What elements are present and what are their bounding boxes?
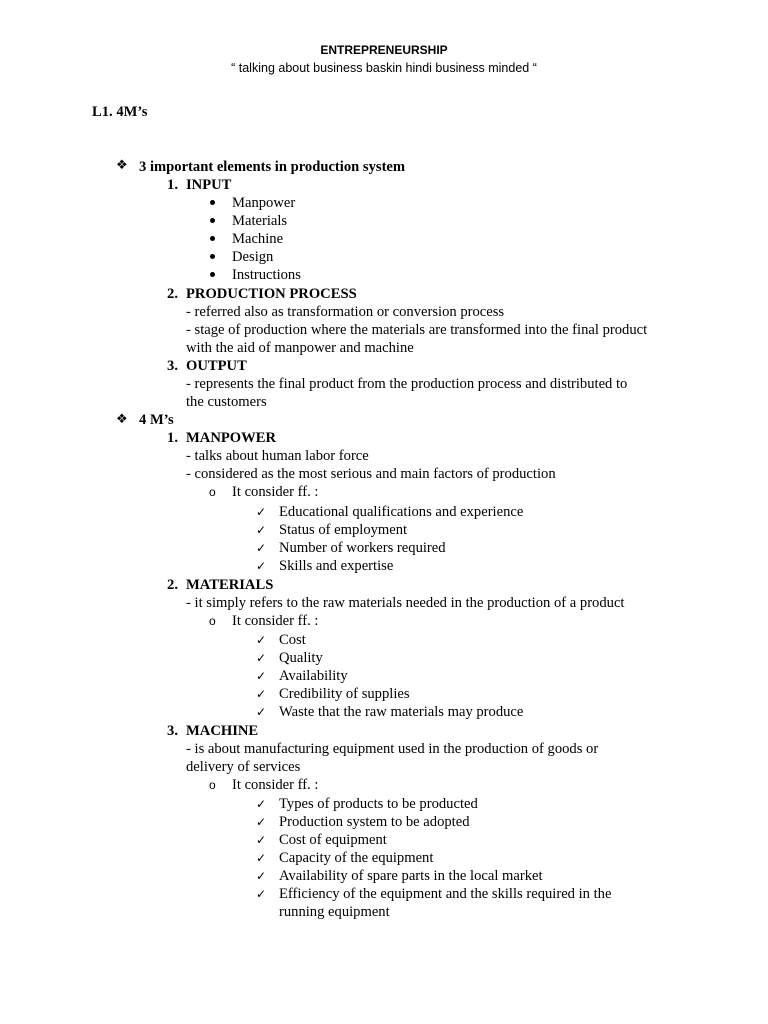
section-heading-production-system: 3 important elements in production system (139, 159, 406, 175)
document-title: ENTREPRENEURSHIP (320, 43, 448, 57)
circle-bullet-icon: o (209, 778, 216, 792)
circle-bullet-icon: o (209, 485, 216, 499)
checkmark-icon: ✓ (256, 523, 267, 537)
manpower-heading: MANPOWER (186, 430, 276, 446)
check-item: Waste that the raw materials may produce (279, 704, 524, 720)
checkmark-icon: ✓ (256, 505, 267, 519)
checkmark-icon: ✓ (256, 559, 267, 573)
check-item: Credibility of supplies (279, 686, 410, 702)
bullet-icon (210, 272, 215, 277)
check-item: Availability (279, 668, 348, 684)
list-item: Design (232, 249, 274, 265)
paragraph-line: - talks about human labor force (186, 448, 369, 464)
list-number: 1. (167, 177, 178, 193)
check-item: Cost of equipment (279, 832, 387, 848)
check-item: Production system to be adopted (279, 814, 470, 830)
checkmark-icon: ✓ (256, 687, 267, 701)
diamond-bullet-icon: ❖ (116, 412, 128, 427)
lesson-heading: L1. 4M’s (92, 104, 148, 120)
output-heading: OUTPUT (186, 358, 247, 374)
check-item: Status of employment (279, 522, 408, 538)
machine-heading: MACHINE (186, 723, 259, 739)
list-item: Manpower (232, 195, 296, 211)
sub-item: It consider ff. : (232, 777, 319, 793)
checkmark-icon: ✓ (256, 705, 267, 719)
paragraph-line: - considered as the most serious and main factors of production (186, 466, 556, 482)
check-item: Educational qualifications and experience (279, 504, 524, 520)
checkmark-icon: ✓ (256, 797, 267, 811)
materials-heading: MATERIALS (186, 577, 274, 593)
list-number: 3. (167, 723, 178, 739)
paragraph-line: - stage of production where the materials are transformed into the final product (186, 322, 648, 338)
list-item: Materials (232, 213, 288, 229)
list-item: Machine (232, 231, 284, 247)
check-item-continuation: running equipment (279, 904, 390, 920)
section-heading-4ms: 4 M’s (139, 412, 174, 428)
sub-item: It consider ff. : (232, 613, 319, 629)
paragraph-line: delivery of services (186, 759, 301, 775)
check-item: Types of products to be producted (279, 796, 478, 812)
input-heading: INPUT (186, 177, 232, 193)
checkmark-icon: ✓ (256, 869, 267, 883)
checkmark-icon: ✓ (256, 633, 267, 647)
check-item: Number of workers required (279, 540, 446, 556)
checkmark-icon: ✓ (256, 669, 267, 683)
sub-item: It consider ff. : (232, 484, 319, 500)
list-item: Instructions (232, 267, 301, 283)
paragraph-line: - referred also as transformation or conversion process (186, 304, 505, 320)
checkmark-icon: ✓ (256, 815, 267, 829)
check-item: Capacity of the equipment (279, 850, 434, 866)
checkmark-icon: ✓ (256, 833, 267, 847)
list-number: 2. (167, 577, 178, 593)
check-item: Skills and expertise (279, 558, 394, 574)
check-item: Cost (279, 632, 306, 648)
bullet-icon (210, 254, 215, 259)
paragraph-line: - it simply refers to the raw materials needed in the production of a product (186, 595, 625, 611)
list-number: 3. (167, 358, 178, 374)
circle-bullet-icon: o (209, 614, 216, 628)
checkmark-icon: ✓ (256, 851, 267, 865)
bullet-icon (210, 200, 215, 205)
diamond-bullet-icon: ❖ (116, 158, 128, 173)
paragraph-line: with the aid of manpower and machine (186, 340, 414, 356)
check-item: Efficiency of the equipment and the skills required in the (279, 886, 612, 902)
checkmark-icon: ✓ (256, 651, 267, 665)
check-item: Quality (279, 650, 323, 666)
checkmark-icon: ✓ (256, 541, 267, 555)
list-number: 2. (167, 286, 178, 302)
check-item: Availability of spare parts in the local market (279, 868, 543, 884)
list-number: 1. (167, 430, 178, 446)
paragraph-line: - represents the final product from the production process and distributed to (186, 376, 628, 392)
paragraph-line: - is about manufacturing equipment used in the production of goods or (186, 741, 599, 757)
paragraph-line: the customers (186, 394, 267, 410)
checkmark-icon: ✓ (256, 887, 267, 901)
bullet-icon (210, 218, 215, 223)
bullet-icon (210, 236, 215, 241)
document-subtitle: “ talking about business baskin hindi business minded “ (231, 61, 537, 75)
production-process-heading: PRODUCTION PROCESS (186, 286, 357, 302)
